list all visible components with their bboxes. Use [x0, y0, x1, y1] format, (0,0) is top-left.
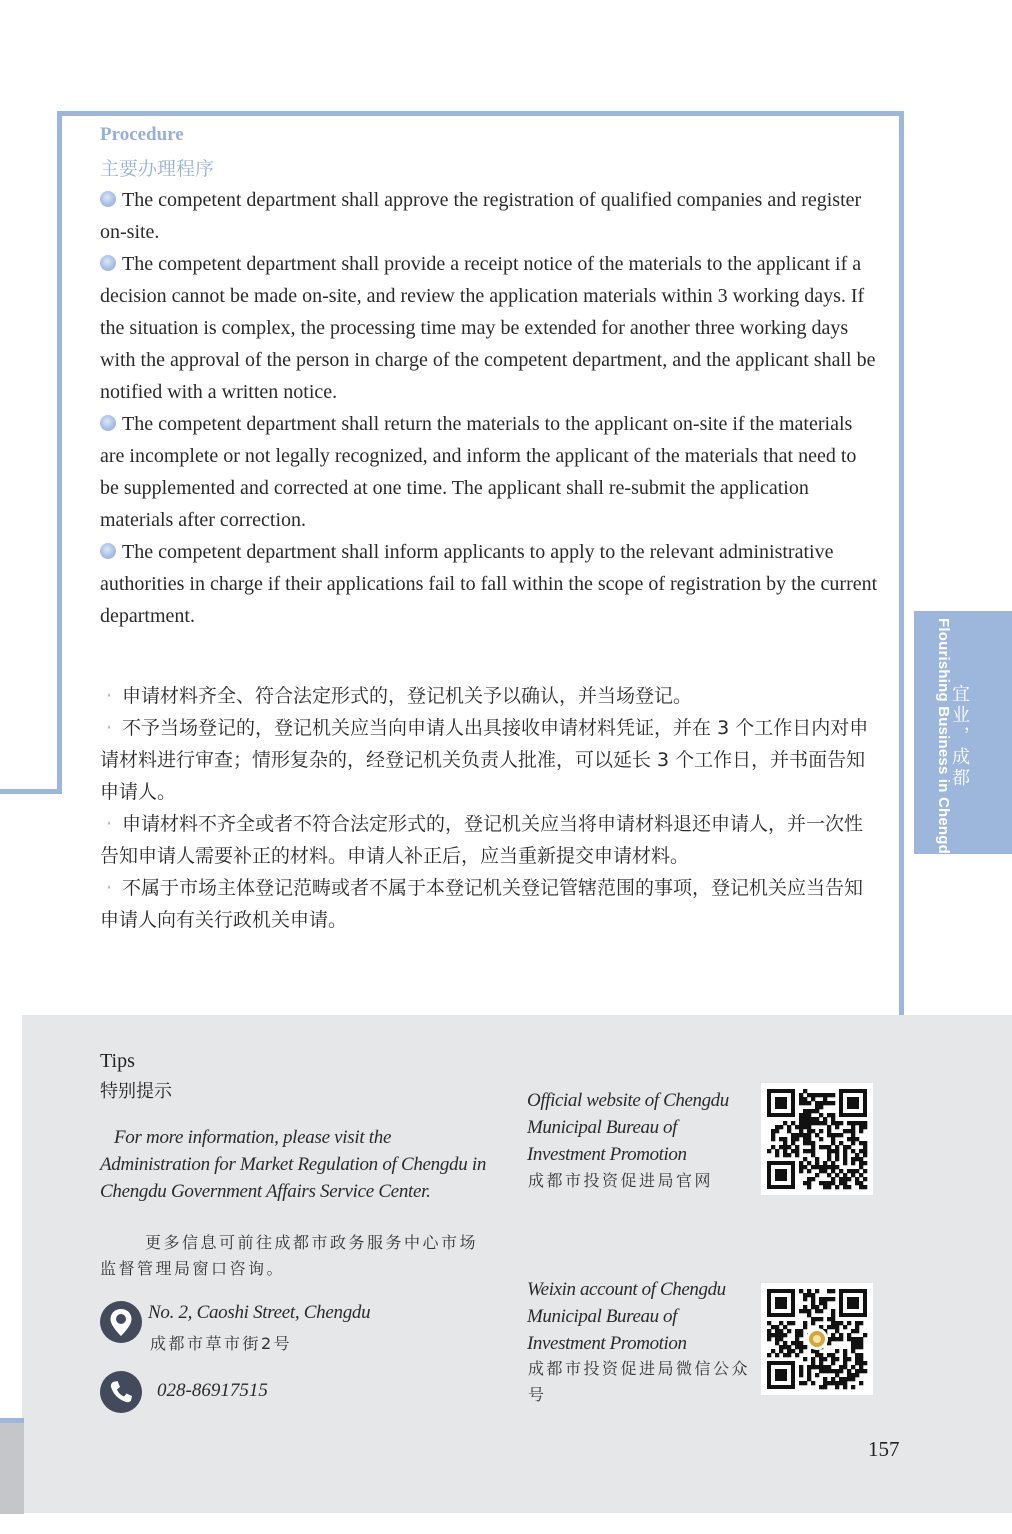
procedure-item: The competent department shall provide a receipt notice of the materials to the applicant if a decision cannot be made on-site, and review the application materials within 3 working days. If the situation is complex, the processing time may be extended for another three working days with the approval of the person in charge of the competent department, and the applicant shall be notified with a written notice.: [100, 253, 876, 403]
address-text: No. 2, Caoshi Street, Chengdu: [148, 1302, 371, 1323]
website-qr-code-icon: [761, 1083, 873, 1195]
page-number: 157: [868, 1437, 900, 1461]
location-pin-icon: [100, 1301, 142, 1343]
tips-title-cn: 特别提示: [100, 1081, 172, 1102]
bullet-dot-icon: [100, 543, 116, 559]
tips-title: Tips: [100, 1050, 135, 1072]
procedure-title-cn: 主要办理程序: [100, 158, 215, 180]
procedure-item: The competent department shall return the materials to the applicant on-site if the materials are incomplete or not legally recognized, and inform the applicant of the materials that need to be supplemented and corrected at one time. The applicant shall re-submit the application materials after correction.: [100, 413, 857, 531]
website-label: Official website of Chengdu Municipal Bureau of Investment Promotion: [527, 1090, 729, 1165]
procedure-item: The competent department shall approve the registration of qualified companies and register on-site.: [100, 189, 862, 243]
tips-info-cn: 更多信息可前往成都市政务服务中心市场监督管理局窗口咨询。: [100, 1233, 479, 1278]
weixin-label-cn: 成都市投资促进局微信公众号: [528, 1359, 751, 1404]
address-text-cn: 成都市草市街2号: [150, 1334, 293, 1353]
procedure-item-cn: · 申请材料齐全、符合法定形式的，登记机关予以确认，并当场登记。: [106, 685, 693, 707]
procedure-item-cn: · 不予当场登记的，登记机关应当向申请人出具接收申请材料凭证，并在 3 个工作日内对申请材料进行审查；情形复杂的，经登记机关负责人批准，可以延长 3 个工作日，并书面告知申请人。: [100, 717, 869, 803]
side-tab-chinese: 宜业，成都: [949, 684, 970, 789]
procedure-title: Procedure: [100, 124, 184, 145]
small-dot-icon: ·: [106, 877, 113, 899]
frame-left-border: [57, 111, 62, 794]
frame-top-border: [57, 111, 904, 116]
procedure-item-cn: · 不属于市场主体登记范畴或者不属于本登记机关登记管辖范围的事项，登记机关应当告知申请人向有关行政机关申请。: [100, 877, 864, 931]
procedure-item: The competent department shall inform applicants to apply to the relevant administrative authorities in charge if their applications fail to fall within the scope of registration by the current department.: [100, 541, 878, 627]
website-label-cn: 成都市投资促进局官网: [528, 1171, 714, 1190]
procedure-list: [100, 184, 880, 632]
weixin-label: Weixin account of Chengdu Municipal Bureau of Investment Promotion: [527, 1279, 726, 1354]
bullet-dot-icon: [100, 255, 116, 271]
tips-info: For more information, please visit the Administration for Market Regulation of Chengdu in Chengdu Government Affairs Service Center.: [100, 1127, 487, 1202]
procedure-item-cn: · 申请材料不齐全或者不符合法定形式的，登记机关应当将申请材料退还申请人，并一次性告知申请人需要补正的材料。申请人补正后，应当重新提交申请材料。: [100, 813, 864, 867]
side-tab-english: Flourishing Business in Chengdu: [935, 618, 952, 864]
small-dot-icon: ·: [106, 813, 113, 835]
bullet-dot-icon: [100, 191, 116, 207]
frame-bottom-left-border: [0, 789, 62, 794]
phone-number: 028-86917515: [157, 1380, 268, 1401]
phone-icon: [100, 1371, 142, 1413]
frame-right-border: [899, 111, 904, 1015]
small-dot-icon: ·: [106, 685, 113, 707]
procedure-list-cn: [100, 680, 882, 936]
corner-mark-accent: [0, 1418, 24, 1423]
weixin-qr-code-icon: [761, 1283, 873, 1395]
bullet-dot-icon: [100, 415, 116, 431]
corner-mark: [0, 1418, 24, 1514]
small-dot-icon: ·: [106, 717, 113, 739]
